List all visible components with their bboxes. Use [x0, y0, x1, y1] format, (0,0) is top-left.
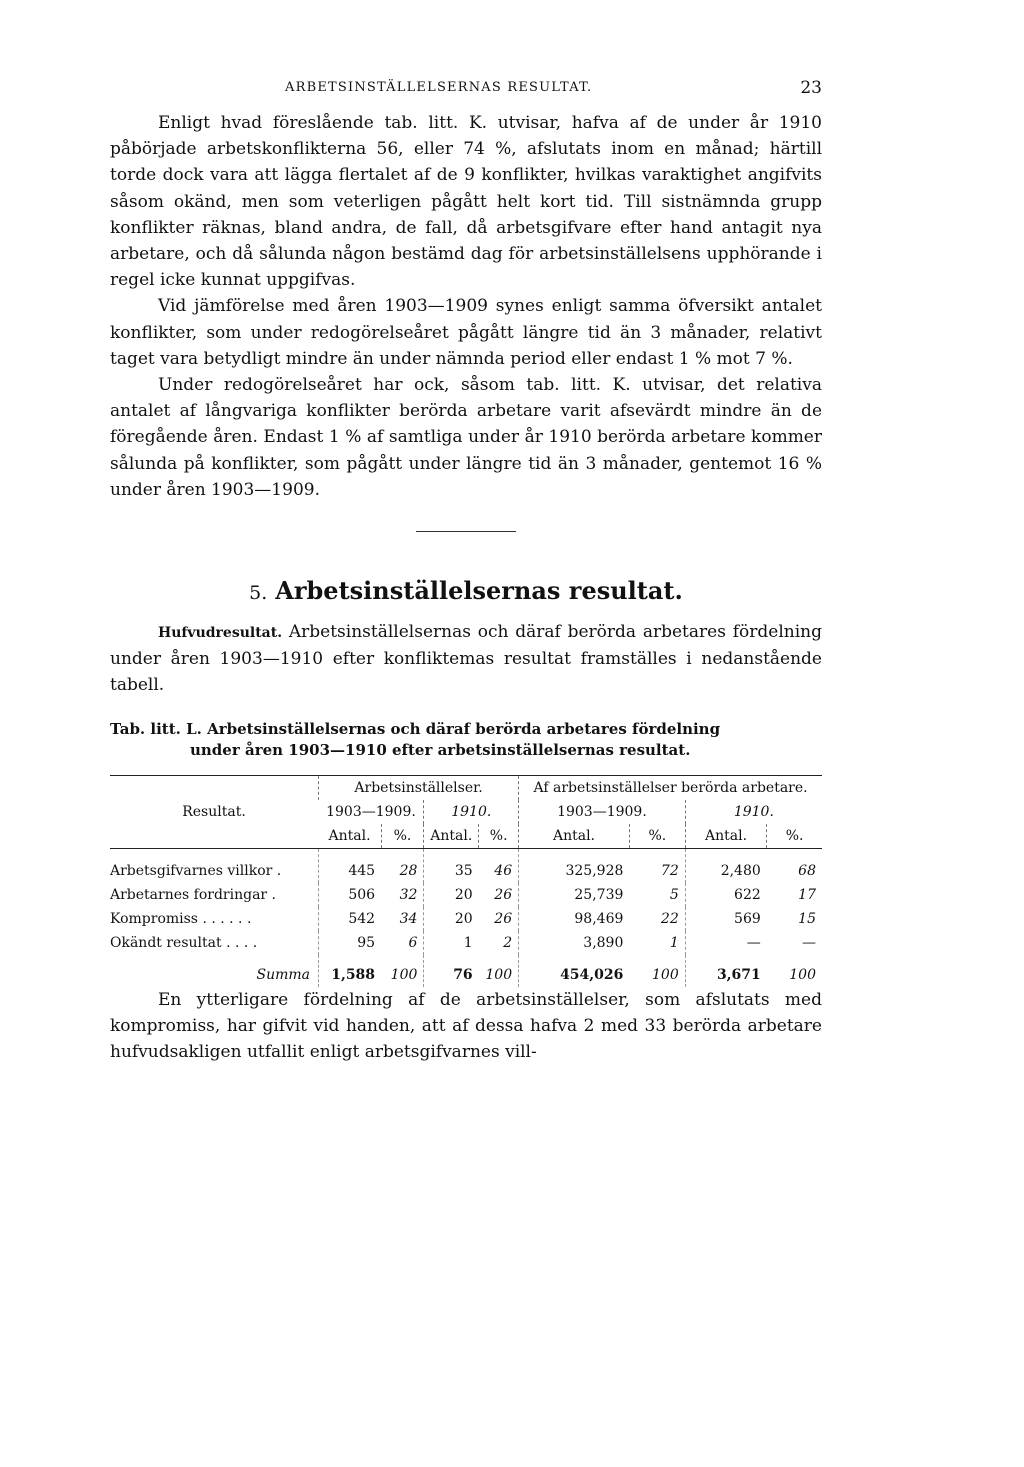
header-period-b1: 1903—1909. — [519, 800, 686, 824]
cell-pct: 17 — [798, 886, 816, 903]
row-label: Okändt resultat . . . . — [110, 934, 258, 951]
row-label: Arbetsgifvarnes villkor . — [110, 848, 319, 883]
sum-antal: 454,026 — [519, 955, 630, 987]
cell-antal: — — [685, 931, 767, 955]
paragraph-1: Enligt hvad föreslående tab. litt. K. utvisar, hafva af de under år 1910 påbörjade arbetskonflikterna 56, eller 74 %, afslutats inom en månad; härtill torde dock vara att lägga flertalet af de 9 konflikter, hvilkas varaktighet angifvits såsom okänd, men som veterligen pågått helt kort tid. Till sistnämnda grupp konflikter räknas, bland andra, de fall, då arbetsgifvare efter hand antagit nya arbetare, och då sålunda någon bestämd dag för arbetsinställelsens upphörande i regel icke kunnat uppgifvas. — [110, 113, 822, 291]
cell-pct: 26 — [494, 910, 513, 927]
running-title: ARBETSINSTÄLLELSERNAS RESULTAT. — [285, 80, 593, 95]
page-number: 23 — [800, 78, 822, 98]
results-table — [110, 775, 822, 987]
header-period-a1: 1903—1909. — [326, 803, 416, 820]
cell-pct: 34 — [399, 910, 418, 927]
paragraph-3: Under redogörelseåret har ock, såsom tab. litt. K. utvisar, det relativa antalet af långvariga konflikter berörda arbetare varit afsevärdt mindre än de föregående åren. Endast 1 % af samtliga under år 1910 berörda arbetare kommer sålunda på konflikter, som pågått under längre tid än 3 månader, gentemot 16 % under åren 1903—1909. — [110, 375, 822, 500]
cell-pct: 26 — [494, 886, 513, 903]
header-antal: Antal. — [685, 824, 767, 849]
cell-antal: 25,739 — [519, 883, 630, 907]
sum-antal: 76 — [424, 955, 479, 987]
runin-text: Arbetsinställelsernas och däraf berörda arbetares fördelning under åren 1903—1910 efter konfliktemas resultat framställes i nedanstående tabell. — [110, 622, 822, 696]
cell-pct: 68 — [767, 848, 822, 883]
table-row — [110, 907, 822, 931]
cell-antal: 95 — [319, 931, 382, 955]
table-caption-line-1: Tab. litt. L. Arbetsinställelsernas och däraf berörda arbetares fördelning — [110, 719, 721, 738]
table-row — [110, 883, 822, 907]
sum-pct: 100 — [789, 966, 816, 983]
table-sum-row — [110, 955, 822, 987]
table-caption — [110, 719, 822, 761]
running-header — [110, 70, 822, 110]
cell-pct: 5 — [669, 886, 679, 903]
cell-pct: 15 — [798, 910, 816, 927]
cell-pct: 2 — [503, 934, 513, 951]
row-label: Arbetarnes fordringar . — [110, 886, 277, 903]
sum-antal: 1,588 — [319, 955, 382, 987]
document-page — [110, 70, 822, 1065]
cell-antal: 2,480 — [685, 848, 767, 883]
cell-pct: 22 — [660, 910, 679, 927]
cell-antal: 35 — [424, 848, 479, 883]
cell-antal: 20 — [424, 883, 479, 907]
cell-antal: 98,469 — [519, 907, 630, 931]
cell-pct: 72 — [629, 848, 685, 883]
cell-pct: 32 — [399, 886, 418, 903]
header-pct: %. — [479, 824, 519, 849]
sum-pct: 100 — [652, 966, 679, 983]
section-divider — [416, 531, 516, 532]
cell-antal: 20 — [424, 907, 479, 931]
table-row — [110, 848, 822, 883]
section-title: Arbetsinställelsernas resultat. — [275, 576, 683, 606]
cell-pct: — — [802, 934, 816, 951]
sum-antal: 3,671 — [685, 955, 767, 987]
cell-pct: 1 — [669, 934, 679, 951]
section-heading — [110, 576, 822, 605]
paragraph-2: Vid jämförelse med åren 1903—1909 synes enligt samma öfversikt antalet konflikter, som under redogörelseåret pågått längre tid än 3 månader, relativt taget vara betydligt mindre än under nämnda period eller endast 1 % mot 7 %. — [110, 296, 822, 369]
header-period-a2: 1910. — [424, 800, 519, 824]
header-antal: Antal. — [424, 824, 479, 849]
cell-antal: 506 — [319, 883, 382, 907]
closing-paragraph: En ytterligare fördelning af de arbetsinställelser, som afslutats med kompromiss, har gifvit vid handen, att af dessa hafva 2 med 33 berörda arbetare hufvudsakligen utfallit enligt arbetsgifvarnes vill- — [110, 989, 822, 1063]
header-pct: %. — [629, 824, 685, 849]
runin-label: Hufvudresultat. — [158, 625, 283, 642]
header-pct: %. — [767, 824, 822, 849]
header-pct: %. — [381, 824, 424, 849]
table-caption-line-2: under åren 1903—1910 efter arbetsinställelsernas resultat. — [190, 740, 691, 759]
sum-pct: 100 — [390, 966, 418, 983]
cell-pct: 6 — [408, 934, 418, 951]
header-resultat: Resultat. — [110, 775, 319, 848]
header-group-berorda-arbetare: Af arbetsinställelser berörda arbetare. — [519, 775, 822, 800]
cell-antal: 1 — [424, 931, 479, 955]
row-label: Kompromiss . . . . . . — [110, 910, 252, 927]
cell-antal: 622 — [685, 883, 767, 907]
cell-antal: 542 — [319, 907, 382, 931]
header-antal: Antal. — [328, 827, 371, 844]
header-antal: Antal. — [519, 824, 630, 849]
cell-antal: 569 — [685, 907, 767, 931]
cell-antal: 445 — [319, 848, 382, 883]
table-row — [110, 931, 822, 955]
cell-antal: 3,890 — [519, 931, 630, 955]
cell-pct: 28 — [381, 848, 424, 883]
header-group-arbetsinstallelser: Arbetsinställelser. — [319, 775, 519, 800]
sum-label: Summa — [256, 966, 310, 983]
cell-antal: 325,928 — [519, 848, 630, 883]
section-number: 5. — [249, 582, 268, 605]
cell-pct: 46 — [479, 848, 519, 883]
sum-pct: 100 — [485, 966, 513, 983]
header-period-b2: 1910. — [685, 800, 822, 824]
paragraph-runin — [110, 619, 822, 699]
